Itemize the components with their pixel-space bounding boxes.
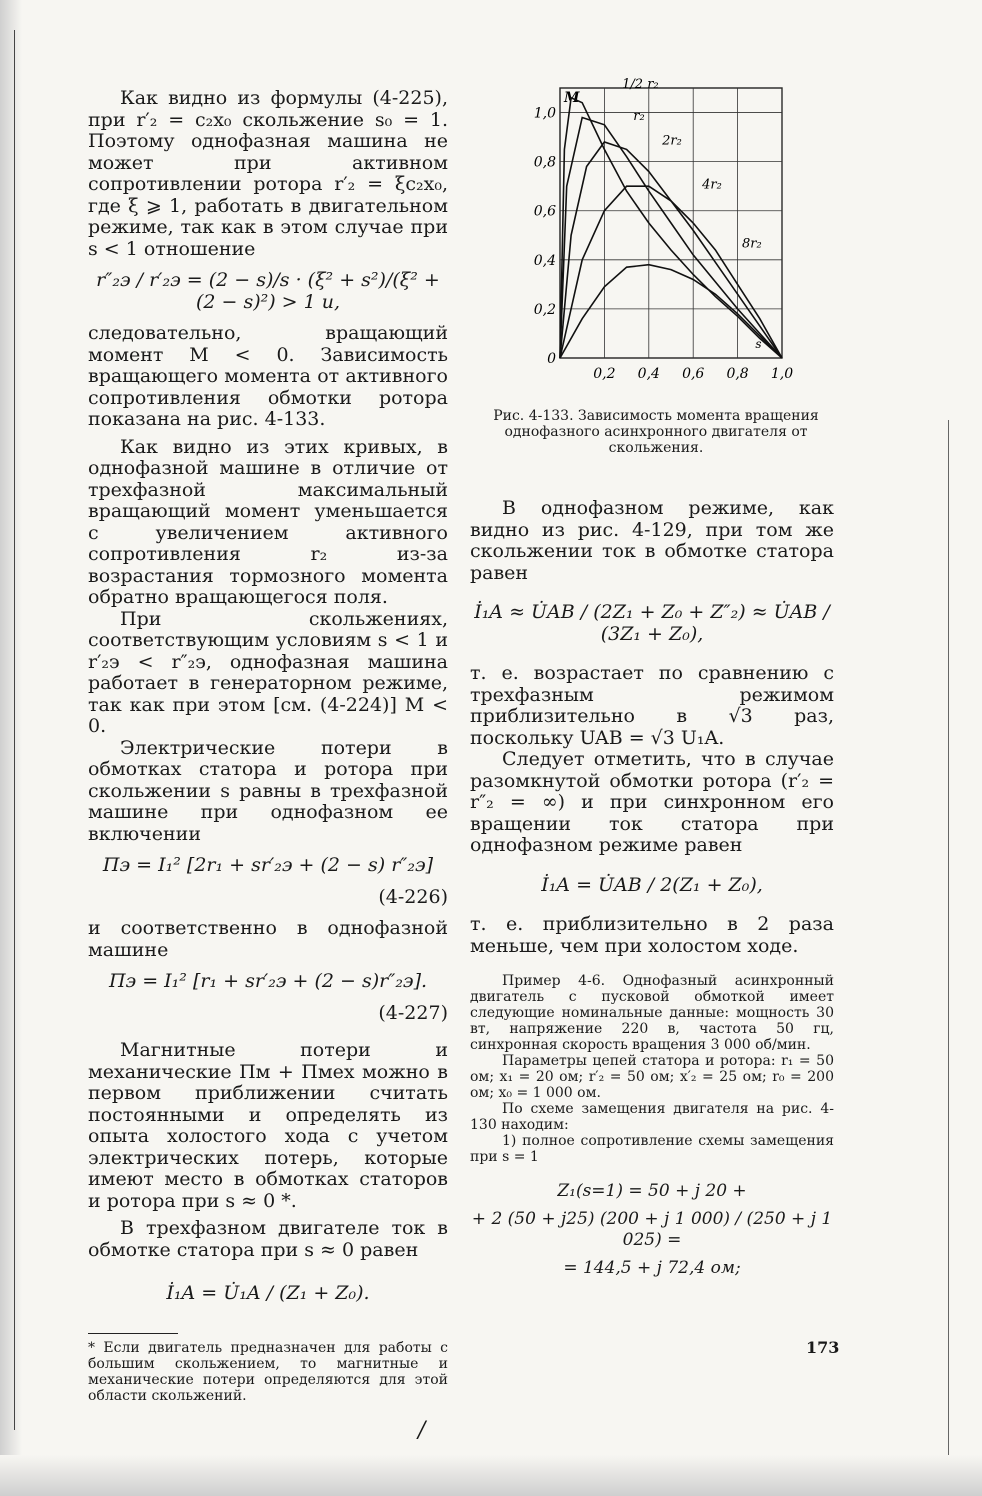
scan-edge-line-right — [948, 420, 949, 1460]
torque-slip-chart — [533, 77, 800, 388]
figure-caption: Рис. 4-133. Зависимость момента вращения однофазного асинхронного двигателя от скольжения. — [493, 408, 819, 456]
equation-number-4-226: (4-226) — [378, 885, 448, 908]
equation-i1a-three-phase: İ₁A = U̇₁A / (Z₁ + Z₀). — [166, 1282, 370, 1304]
y-tick-label: 0 — [547, 351, 556, 367]
y-tick-label: 1,0 — [533, 105, 556, 122]
series-label: 2r₂ — [662, 133, 682, 149]
figure-4-133 — [533, 77, 800, 388]
chart-annotation: s — [755, 337, 762, 352]
scan-edge-left — [0, 0, 22, 1496]
paragraph-three-phase-current: В трехфазном двигателе ток в обмотке статора при s ≈ 0 равен — [88, 1217, 448, 1261]
x-tick-label: 0,4 — [637, 366, 660, 382]
example-4-6-scheme: По схеме замещения двигателя на рис. 4-130 находим: — [470, 1101, 834, 1133]
footnote: * Если двигатель предназначен для работы с большим скольжением, то магнитные и механические потери определяются для этой области скольжений. — [88, 1339, 448, 1404]
y-tick-label: 0,6 — [533, 203, 556, 220]
equation-4-227: Пэ = I₁² [r₁ + sr′₂э + (2 − s)r″₂э]. — [108, 970, 428, 992]
calc-line-1: Z₁(s=1) = 50 + j 20 + — [557, 1181, 747, 1201]
paragraph-single-phase-current: В однофазном режиме, как видно из рис. 4-129, при том же скольжении ток в обмотке статора равен — [470, 497, 834, 584]
paragraph-single-phase-machine: и соответственно в однофазной машине — [88, 917, 448, 961]
paragraph-magnetic-losses: Магнитные потери и механические Пм + Пмех можно в первом приближении считать постоянными и определять из опыта холостого хода с учетом электрических потерь, которые имеют место в обмотках статоров и ротора при s ≈ 0 *. — [88, 1039, 448, 1212]
equation-4-226: Пэ = I₁² [2r₁ + sr′₂э + (2 − s) r″₂э] — [102, 854, 434, 876]
paragraph-electric-losses: Электрические потери в обмотках статора и ротора при скольжении s равны в трехфазной машине при однофазном ее включении — [88, 736, 448, 845]
paragraph-half-current: т. е. приблизительно в 2 раза меньше, чем при холостом ходе. — [470, 913, 834, 957]
example-4-6-parameters: Параметры цепей статора и ротора: r₁ = 50 ом; x₁ = 20 ом; r′₂ = 50 ом; x′₂ = 25 ом; r₀ = 200 ом; x₀ = 1 000 ом. — [470, 1053, 834, 1101]
paragraph-torque-negative: следовательно, вращающий момент M < 0. Зависимость вращающего момента от активного сопротивления обмотки ротора показана на рис. 4-133. — [88, 322, 448, 430]
scan-edge-bottom — [0, 1455, 982, 1496]
y-tick-label: 0,4 — [533, 252, 556, 269]
x-tick-label: 0,6 — [682, 366, 705, 382]
calc-line-2: + 2 (50 + j25) (200 + j 1 000) / (250 + j 1 025) = — [471, 1208, 833, 1250]
paragraph-formula-4-225: Как видно из формулы (4-225), при r′₂ = c₂x₀ скольжение s₀ = 1. Поэтому однофазная машина не может при активном сопротивлении ротора r′₂ = ξc₂x₀, где ξ ⩾ 1, работать в двигательном режиме, так как в этом случае при s < 1 отношение — [88, 87, 448, 260]
series-label: 4r₂ — [702, 177, 722, 193]
x-tick-label: 0,8 — [726, 366, 749, 382]
right-column — [470, 498, 834, 1285]
page-number: 173 — [806, 1338, 840, 1357]
x-tick-label: 1,0 — [770, 366, 794, 382]
series-label: r₂ — [633, 108, 645, 124]
paragraph-sqrt3: т. е. возрастает по сравнению с трехфазным режимом приблизительно в √3 раз, поскольку UAB = √3 U₁A. — [470, 662, 834, 749]
left-column — [88, 88, 448, 1404]
example-4-6-intro: Пример 4-6. Однофазный асинхронный двигатель с пусковой обмоткой имеет следующие номинальные данные: мощность 30 вт, напряжение 220 в, частота 50 гц, синхронная скорость вращения 3 000 об/мин. — [470, 973, 834, 1053]
calc-line-3: = 144,5 + j 72,4 ом; — [563, 1257, 741, 1278]
series-label: 1/2 r₂ — [622, 77, 659, 92]
series-line — [560, 186, 782, 358]
equation-i1a-open-rotor: İ₁A = U̇AB / 2(Z₁ + Z₀), — [541, 873, 763, 896]
y-tick-label: 0,2 — [533, 301, 556, 318]
bottom-mark: / — [418, 1418, 426, 1443]
paragraph-open-rotor: Следует отметить, что в случае разомкнутой обмотки ротора (r′₂ = r″₂ = ∞) и при синхронном его вращении ток статора при однофазном режиме равен — [470, 748, 834, 856]
paragraph-curves: Как видно из этих кривых, в однофазной машине в отличие от трехфазной максимальный вращающий момент уменьшается с увеличением активного сопротивления r₂ из-за возрастания тормозного момента обратно вращающегося поля. — [88, 435, 448, 608]
equation-number-4-227: (4-227) — [378, 1001, 448, 1024]
footnote-rule — [88, 1333, 178, 1334]
x-tick-label: 0,2 — [593, 366, 616, 382]
series-label: 8r₂ — [742, 236, 762, 252]
equation-i1a-single-phase: İ₁A ≈ U̇AB / (2Z₁ + Z₀ + Z″₂) ≈ U̇AB / (3Z₁ + Z₀), — [474, 601, 830, 645]
paragraph-generator-mode: При скольжениях, соответствующим условиям s < 1 и r′₂э < r″₂э, однофазная машина работает в генераторном режиме, так как при этом [см. (4-224)] M < 0. — [88, 607, 448, 737]
y-axis-label: M — [564, 90, 580, 106]
equation-ratio: r″₂э / r′₂э = (2 − s)/s · (ξ² + s²)/(ξ² + (2 − s)²) > 1 и, — [96, 269, 440, 313]
example-4-6-step1: 1) полное сопротивление схемы замещения при s = 1 — [470, 1133, 834, 1165]
scan-edge-line-left — [14, 30, 15, 1430]
y-tick-label: 0,8 — [533, 154, 556, 171]
